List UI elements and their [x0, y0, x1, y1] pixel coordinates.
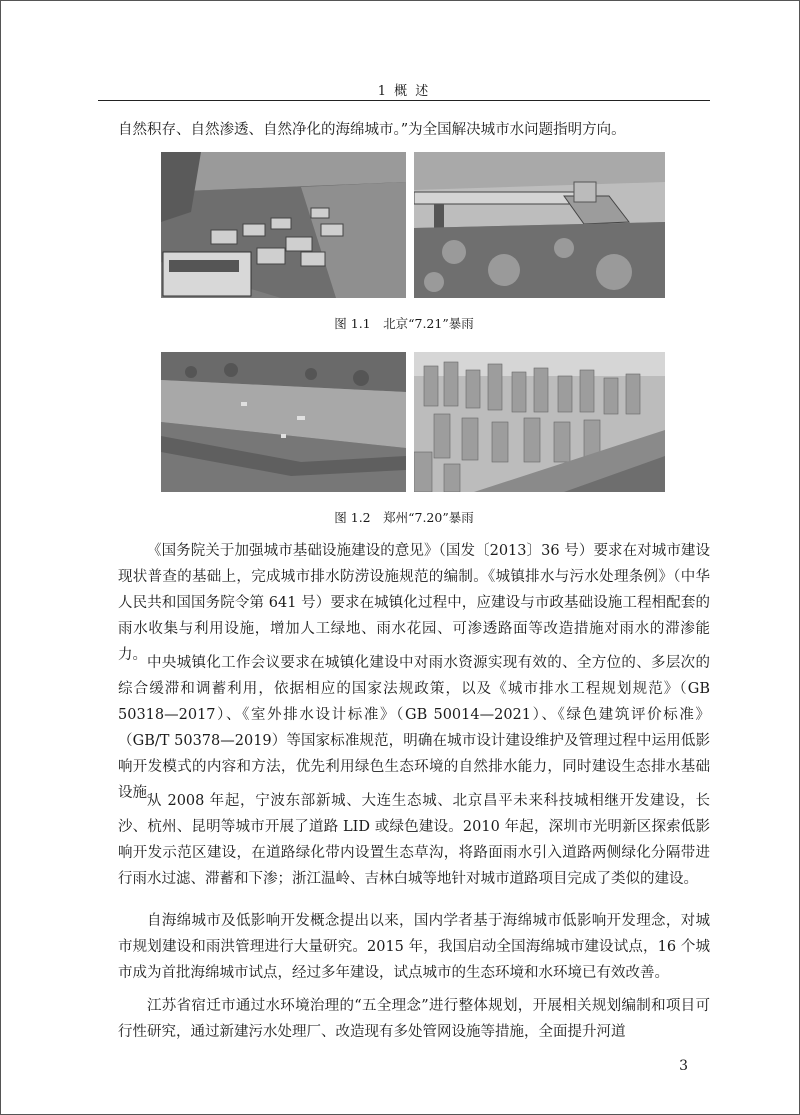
- intro-line: 自然积存、自然渗透、自然净化的海绵城市。”为全国解决城市水问题指明方向。: [118, 122, 626, 138]
- body-paragraph: 江苏省宿迁市通过水环境治理的“五全理念”进行整体规划，开展相关规划编制和项目可行性研究，通过新建污水处理厂、改造现有多处管网设施等措施，全面提升河道: [118, 998, 710, 1040]
- beijing-flood-photo-right: [414, 152, 665, 298]
- page-number: 3: [679, 1058, 688, 1074]
- body-paragraph: 从 2008 年起，宁波东部新城、大连生态城、北京昌平未来科技城相继开发建设，长沙、杭州、昆明等城市开展了道路 LID 或绿色建设。2010 年起，深圳市光明新区探索低影响开发示范区建设，在道路绿化带内设置生态草沟，将路面雨水引入道路两侧绿化分隔带进行雨水过滤、滞蓄和下渗；浙江温岭、吉林白城等地针对城市道路项目完成了类似的建设。: [118, 793, 710, 887]
- body-paragraph: 自海绵城市及低影响开发概念提出以来，国内学者基于海绵城市低影响开发理念，对城市规划建设和雨洪管理进行大量研究。2015 年，我国启动全国海绵城市建设试点，16 个城市成为首批海绵城市试点，经过多年建设，试点城市的生态环境和水环境已有效改善。: [118, 913, 710, 981]
- beijing-flood-photo-left: [161, 152, 406, 298]
- zhengzhou-flood-photo-right: [414, 352, 665, 492]
- running-head: 1 概 述: [377, 84, 431, 99]
- figure-1-1-caption: 图 1.1 北京“7.21”暴雨: [334, 316, 474, 331]
- zhengzhou-flood-photo-left: [161, 352, 406, 492]
- body-paragraph: 中央城镇化工作会议要求在城镇化建设中对雨水资源实现有效的、全方位的、多层次的综合缓滞和调蓄利用，依据相应的国家法规政策，以及《城市排水工程规划规范》（GB 50318—2017）、《室外排水设计标准》（GB 50014—2021）、《绿色建筑评价标准》（GB/T 50378—2019）等国家标准规范，明确在城市设计建设维护及管理过程中运用低影响开发模式的内容和方法，优先利用绿色生态环境的自然排水能力，同时建设生态排水基础设施。: [118, 655, 710, 801]
- figure-1-2-caption: 图 1.2 郑州“7.20”暴雨: [334, 510, 474, 525]
- body-paragraph: 《国务院关于加强城市基础设施建设的意见》（国发〔2013〕36 号）要求在对城市建设现状普查的基础上，完成城市排水防涝设施规范的编制。《城镇排水与污水处理条例》（中华人民共和国国务院令第 641 号）要求在城镇化过程中，应建设与市政基础设施工程相配套的雨水收集与利用设施，增加人工绿地、雨水花园、可渗透路面等改造措施对雨水的滞渗能力。: [118, 543, 710, 663]
- header-rule: [98, 100, 710, 101]
